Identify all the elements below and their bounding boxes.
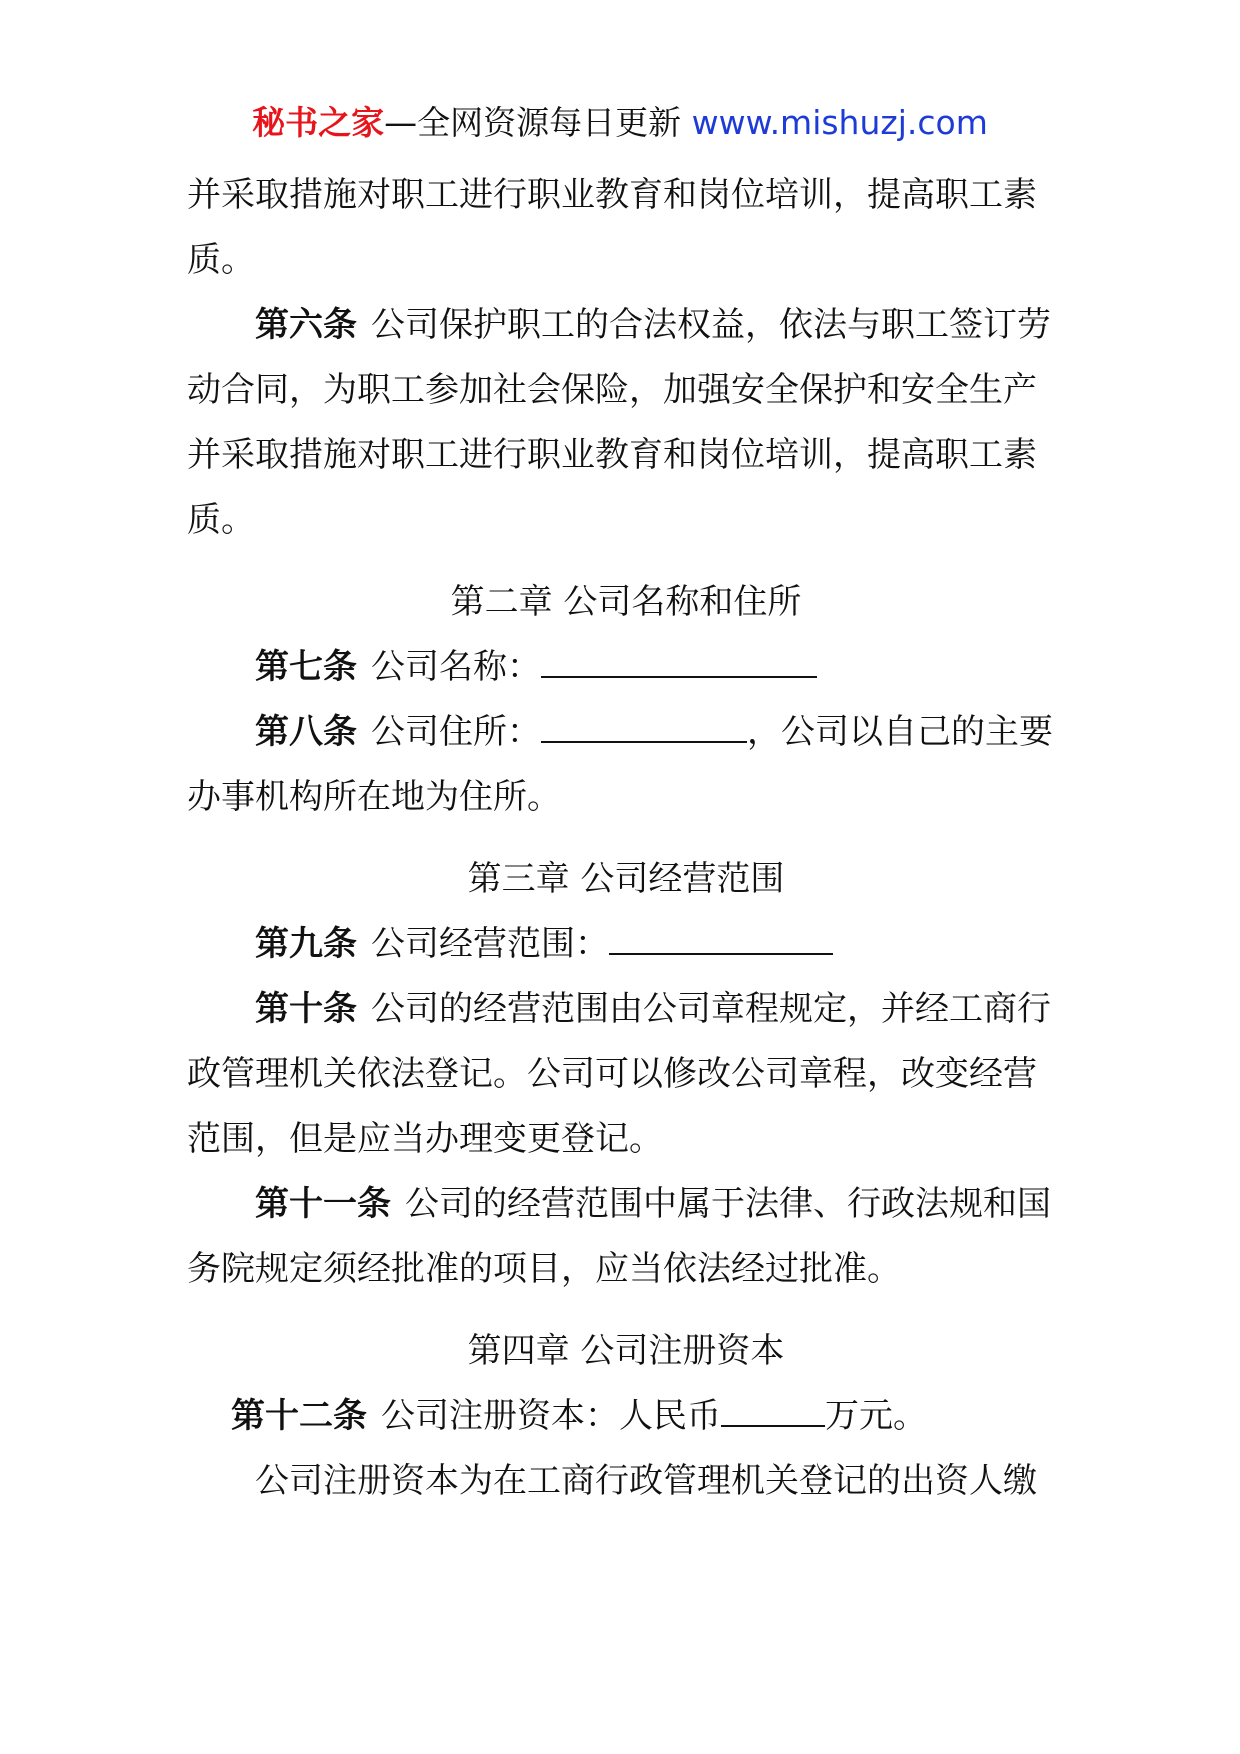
- article-12-text-a: 公司注册资本：人民币: [381, 1396, 721, 1436]
- chapter-4-heading: 第四章 公司注册资本: [467, 1331, 785, 1371]
- article-8-text-a: 公司住所：: [371, 712, 541, 752]
- article-6: [187, 293, 1057, 553]
- brand-name: 秘书之家: [252, 103, 385, 142]
- article-10: [187, 977, 1057, 1172]
- page-header: [0, 98, 1240, 148]
- company-address-blank[interactable]: [541, 711, 747, 743]
- article-6-text: 公司保护职工的合法权益，依法与职工签订劳动合同，为职工参加社会保险，加强安全保护和安全生产并采取措施对职工进行职业教育和岗位培训，提高职工素质。: [187, 305, 1051, 540]
- article-11: [187, 1172, 1057, 1302]
- chapter-2-heading: 第二章 公司名称和住所: [450, 582, 802, 622]
- registered-capital-blank[interactable]: [721, 1395, 825, 1427]
- chapter-3-heading: 第三章 公司经营范围: [467, 859, 785, 899]
- article-6-label: 第六条: [255, 305, 357, 345]
- paragraph-registered-capital: 公司注册资本为在工商行政管理机关登记的出资人缴: [255, 1461, 1037, 1501]
- article-7-text: 公司名称：: [371, 647, 541, 687]
- article-10-text: 公司的经营范围由公司章程规定，并经工商行政管理机关依法登记。公司可以修改公司章程，改变经营范围，但是应当办理变更登记。: [187, 989, 1051, 1159]
- article-11-label: 第十一条: [255, 1184, 391, 1224]
- article-8: [187, 700, 1057, 830]
- article-9-label: 第九条: [255, 924, 357, 964]
- business-scope-blank[interactable]: [609, 923, 833, 955]
- paragraph-continuation: 并采取措施对职工进行职业教育和岗位培训，提高职工素质。: [187, 175, 1037, 280]
- header-url-link[interactable]: www.mishuzj.com: [691, 103, 988, 142]
- article-7-label: 第七条: [255, 647, 357, 687]
- article-9-text: 公司经营范围：: [371, 924, 609, 964]
- article-10-label: 第十条: [255, 989, 357, 1029]
- article-9: [187, 912, 1057, 977]
- article-12-text-b: 万元。: [825, 1396, 927, 1436]
- company-name-blank[interactable]: [541, 646, 817, 678]
- article-12-label: 第十二条: [231, 1396, 367, 1436]
- document-body: [187, 163, 1057, 1514]
- article-8-text-b: ，公司以自己的主要办事机构所在地为住所。: [187, 712, 1053, 817]
- header-slogan: —全网资源每日更新: [384, 103, 682, 142]
- article-12: [187, 1384, 1057, 1449]
- article-7: [187, 635, 1057, 700]
- article-8-label: 第八条: [255, 712, 357, 752]
- article-11-text: 公司的经营范围中属于法律、行政法规和国务院规定须经批准的项目，应当依法经过批准。: [187, 1184, 1051, 1289]
